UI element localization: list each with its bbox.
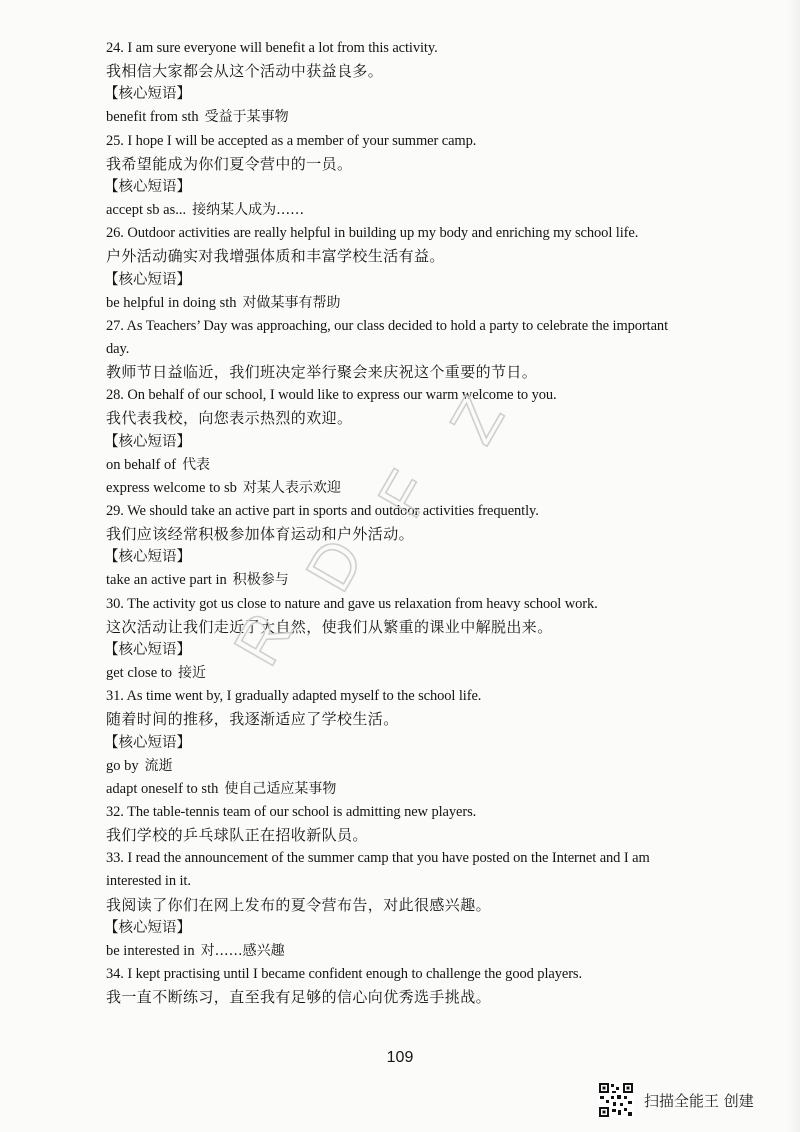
phrase-english: be helpful in doing sth bbox=[106, 294, 237, 311]
chinese-translation: 这次活动让我们走近了大自然，使我们从繁重的课业中解脱出来。 bbox=[106, 617, 553, 636]
english-sentence: 32. The table-tennis team of our school is admitting new players. bbox=[106, 803, 477, 820]
phrase-chinese: 流逝 bbox=[144, 757, 173, 774]
phrase-english: accept sb as... bbox=[106, 202, 187, 219]
watermark-letter: F bbox=[363, 459, 446, 529]
phrase-english: take an active part in bbox=[106, 572, 227, 589]
english-sentence: 24. I am sure everyone will benefit a lot from this activity. bbox=[106, 40, 438, 56]
phrase-line bbox=[106, 779, 336, 799]
phrase-line bbox=[106, 570, 289, 590]
chinese-translation: 我希望能成为你们夏令营中的一员。 bbox=[106, 154, 353, 173]
phrase-line bbox=[106, 756, 173, 776]
core-phrase-heading: 【核心短语】 bbox=[104, 641, 191, 658]
watermark-letter: Z bbox=[435, 385, 518, 455]
page-number: 109 bbox=[386, 1049, 414, 1066]
core-phrase-heading: 【核心短语】 bbox=[104, 549, 191, 566]
core-phrase-heading: 【核心短语】 bbox=[104, 734, 191, 751]
english-sentence: 30. The activity got us close to nature and gave us relaxation from heavy school work. bbox=[106, 595, 598, 612]
phrase-chinese: 代表 bbox=[182, 456, 211, 473]
phrase-english: be interested in bbox=[106, 942, 195, 959]
core-phrase-heading: 【核心短语】 bbox=[104, 178, 191, 195]
core-phrase-heading: 【核心短语】 bbox=[104, 86, 191, 103]
chinese-translation: 教师节日益临近，我们班决定举行聚会来庆祝这个重要的节日。 bbox=[106, 363, 538, 382]
chinese-translation: 随着时间的推移，我逐渐适应了学校生活。 bbox=[106, 710, 399, 729]
english-sentence: 33. I read the announcement of the summer camp that you have posted on the Internet and I am bbox=[106, 850, 650, 867]
english-sentence: 28. On behalf of our school, I would like to express our warm welcome to you. bbox=[106, 387, 557, 404]
phrase-line bbox=[106, 663, 206, 683]
english-sentence: interested in it. bbox=[106, 873, 191, 890]
phrase-line bbox=[106, 293, 341, 313]
phrase-chinese: 对……感兴趣 bbox=[200, 942, 285, 959]
phrase-english: go by bbox=[106, 757, 139, 774]
english-sentence: 31. As time went by, I gradually adapted myself to the school life. bbox=[106, 688, 482, 705]
core-phrase-heading: 【核心短语】 bbox=[104, 433, 191, 450]
phrase-chinese: 对某人表示欢迎 bbox=[242, 479, 341, 496]
scanner-footer bbox=[598, 1082, 788, 1118]
phrase-line bbox=[106, 941, 285, 961]
english-sentence: day. bbox=[106, 340, 130, 357]
english-sentence: 29. We should take an active part in sports and outdoor activities frequently. bbox=[106, 503, 539, 519]
phrase-chinese: 使自己适应某事物 bbox=[224, 780, 337, 797]
chinese-translation: 我相信大家都会从这个活动中获益良多。 bbox=[106, 62, 384, 81]
phrase-english: adapt oneself to sth bbox=[106, 780, 219, 797]
qr-code-icon bbox=[598, 1082, 634, 1118]
phrase-chinese: 受益于某事物 bbox=[204, 109, 289, 126]
phrase-english: benefit from sth bbox=[106, 109, 199, 126]
chinese-translation: 我一直不断练习，直至我有足够的信心向优秀选手挑战。 bbox=[106, 988, 492, 1007]
phrase-line bbox=[106, 200, 304, 220]
chinese-translation: 我们应该经常积极参加体育运动和户外活动。 bbox=[106, 525, 415, 544]
watermark-letter: D bbox=[291, 526, 378, 603]
phrase-line bbox=[106, 455, 210, 475]
english-sentence: 25. I hope I will be accepted as a member of your summer camp. bbox=[106, 132, 477, 149]
phrase-chinese: 接纳某人成为…… bbox=[192, 202, 305, 219]
chinese-translation: 我们学校的乒乓球队正在招收新队员。 bbox=[106, 826, 368, 845]
page-edge-shadow bbox=[786, 0, 800, 1132]
phrase-chinese: 接近 bbox=[178, 665, 207, 682]
scanner-credit-text: 扫描全能王 创建 bbox=[644, 1091, 754, 1110]
phrase-english: get close to bbox=[106, 665, 173, 682]
phrase-line bbox=[106, 478, 341, 498]
phrase-line bbox=[106, 107, 289, 127]
core-phrase-heading: 【核心短语】 bbox=[104, 919, 191, 936]
phrase-english: on behalf of bbox=[106, 456, 177, 473]
english-sentence: 27. As Teachers’ Day was approaching, our class decided to hold a party to celebrate the important bbox=[106, 317, 669, 334]
english-sentence: 34. I kept practising until I became confident enough to challenge the good players. bbox=[106, 966, 582, 982]
english-sentence: 26. Outdoor activities are really helpful in building up my body and enriching my school life. bbox=[106, 225, 639, 242]
chinese-translation: 户外活动确实对我增强体质和丰富学校生活有益。 bbox=[106, 247, 445, 266]
core-phrase-heading: 【核心短语】 bbox=[104, 271, 191, 288]
chinese-translation: 我代表我校，向您表示热烈的欢迎。 bbox=[106, 409, 353, 428]
chinese-translation: 我阅读了你们在网上发布的夏令营布告，对此很感兴趣。 bbox=[106, 895, 492, 914]
phrase-chinese: 对做某事有帮助 bbox=[242, 294, 341, 311]
phrase-english: express welcome to sb bbox=[106, 479, 237, 496]
watermark-letter: R bbox=[219, 600, 306, 677]
phrase-chinese: 积极参与 bbox=[232, 572, 289, 589]
